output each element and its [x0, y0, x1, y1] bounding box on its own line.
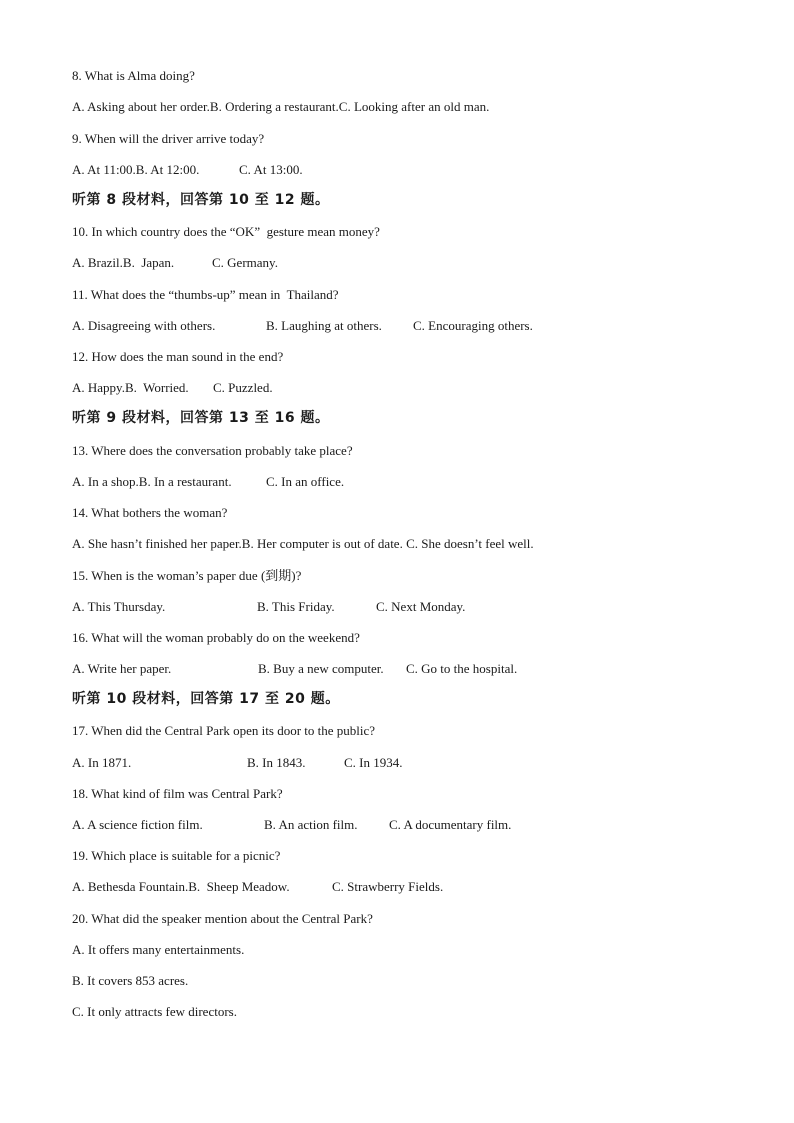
options-9 [72, 162, 303, 178]
question-11: 11. What does the “thumbs-up” mean in Thailand? [72, 287, 339, 302]
question-9: 9. When will the driver arrive today? [72, 131, 265, 146]
question-10: 10. In which country does the “OK” gesture mean money? [72, 224, 380, 239]
question-13: 13. Where does the conversation probably take place? [72, 443, 353, 458]
options-15 [72, 599, 466, 615]
options-10 [72, 255, 278, 271]
question-15: 15. When is the woman’s paper due (到期)? [72, 568, 302, 583]
options-18 [72, 817, 512, 833]
option: A. This Thursday. [72, 599, 166, 614]
question-18: 18. What kind of film was Central Park? [72, 786, 283, 801]
option: A. Asking about her order.B. Ordering a restaurant.C. Looking after an old man. [72, 99, 490, 114]
question-16: 16. What will the woman probably do on the weekend? [72, 630, 360, 645]
section-heading-8: 听第 8 段材料，回答第 10 至 12 题。 [72, 192, 330, 208]
question-19: 19. Which place is suitable for a picnic? [72, 848, 281, 863]
option: C. Puzzled. [213, 380, 273, 395]
option: A. Brazil.B. Japan. [72, 255, 175, 270]
option: C. At 13:00. [239, 162, 303, 177]
section-heading-10: 听第 10 段材料，回答第 17 至 20 题。 [72, 691, 340, 707]
option: C. Germany. [212, 255, 278, 270]
option: C. In an office. [266, 474, 345, 489]
options-19 [72, 879, 444, 895]
option: B. This Friday. [257, 599, 335, 614]
option: C. A documentary film. [389, 817, 512, 832]
options-17 [72, 755, 403, 771]
question-14: 14. What bothers the woman? [72, 505, 228, 520]
question-8: 8. What is Alma doing? [72, 68, 195, 83]
question-12: 12. How does the man sound in the end? [72, 349, 284, 364]
option: C. Go to the hospital. [406, 661, 518, 676]
option: A. It offers many entertainments. [72, 942, 245, 957]
option: A. In 1871. [72, 755, 132, 770]
options-11 [72, 318, 533, 334]
option-20c [72, 1004, 237, 1020]
option: B. Laughing at others. [266, 318, 382, 333]
options-13 [72, 474, 345, 490]
options-16 [72, 661, 518, 677]
option-20a [72, 942, 244, 958]
option-20b [72, 973, 188, 989]
option: B. In 1843. [247, 755, 306, 770]
option: A. Disagreeing with others. [72, 318, 216, 333]
option: C. In 1934. [344, 755, 403, 770]
option: A. Bethesda Fountain.B. Sheep Meadow. [72, 879, 290, 894]
options-14 [72, 536, 534, 552]
option: A. In a shop.B. In a restaurant. [72, 474, 232, 489]
question-17: 17. When did the Central Park open its door to the public? [72, 723, 376, 738]
option: C. It only attracts few directors. [72, 1004, 237, 1019]
section-heading-9: 听第 9 段材料，回答第 13 至 16 题。 [72, 410, 330, 426]
option: C. Strawberry Fields. [332, 879, 444, 894]
option: A. Write her paper. [72, 661, 172, 676]
option: B. It covers 853 acres. [72, 973, 189, 988]
option: A. At 11:00.B. At 12:00. [72, 162, 200, 177]
option: A. Happy.B. Worried. [72, 380, 189, 395]
option: B. Buy a new computer. [258, 661, 384, 676]
options-12 [72, 380, 273, 396]
option: C. Next Monday. [376, 599, 466, 614]
option: A. She hasn’t finished her paper.B. Her computer is out of date. C. She doesn’t feel well. [72, 536, 534, 551]
question-20: 20. What did the speaker mention about the Central Park? [72, 911, 373, 926]
option: A. A science fiction film. [72, 817, 203, 832]
option: C. Encouraging others. [413, 318, 533, 333]
options-8 [72, 99, 489, 115]
option: B. An action film. [264, 817, 358, 832]
